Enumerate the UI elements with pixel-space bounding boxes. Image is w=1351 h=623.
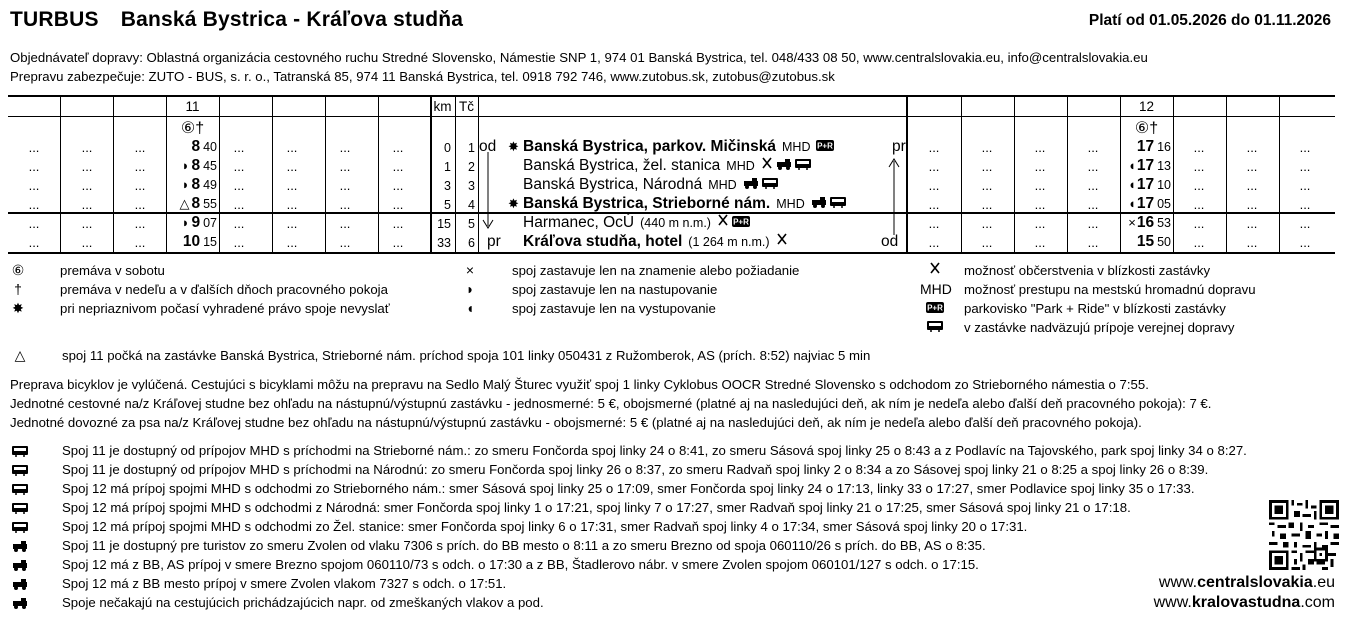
col-divider: [1226, 97, 1227, 252]
empty-cell: ...: [1034, 197, 1046, 212]
empty-cell: ...: [928, 216, 940, 231]
col-divider: [1014, 97, 1015, 252]
empty-cell: ...: [134, 140, 146, 155]
legend-symbol-icon: [920, 319, 950, 335]
empty-cell: ...: [1087, 216, 1099, 231]
fare-note: Jednotné cestovné na/z Kráľovej studne bez ohľadu na nástupnú/výstupnú zastávku - jednosmerné: 5 €, obojsmerné (platné aj na nasledujúci deň, ak ním je nedeľa alebo ďalší deň pracovného pokoja): 7 €.: [10, 396, 1212, 411]
empty-cell: ...: [1087, 235, 1099, 250]
stop-name: Harmanec, OcÚ (440 m n.m.) P+R: [523, 214, 749, 232]
bikes-note: Preprava bicyklov je vylúčená. Cestujúci s bicyklami môžu na prepravu na Sedlo Malý Šturec využiť spoj 1 linky Cyklobus OOCR Stredné Slovensko s odchodom zo Strieborného námestia o 7:55.: [10, 377, 1149, 392]
empty-cell: ...: [1087, 197, 1099, 212]
empty-cell: ...: [134, 159, 146, 174]
empty-cell: ...: [233, 216, 245, 231]
empty-cell: ...: [134, 235, 146, 250]
legend-symbol-icon: ⑥: [11, 262, 25, 278]
empty-cell: ...: [1034, 216, 1046, 231]
trip-11-time: ◗ 9 07: [181, 214, 217, 231]
empty-cell: ...: [981, 216, 993, 231]
empty-cell: ...: [81, 159, 93, 174]
website-centralslovakia[interactable]: www.centralslovakia.eu: [1158, 574, 1335, 591]
stop-amenity-icons: [759, 157, 811, 174]
tc-value: 3: [468, 179, 475, 193]
empty-cell: ...: [1299, 140, 1311, 155]
trip-11-time: △ 8 55: [179, 195, 217, 212]
empty-cell: ...: [81, 216, 93, 231]
empty-cell: ...: [1246, 178, 1258, 193]
connection-note: Spoj 12 má z BB, AS prípoj v smere Brezno spojom 060110/73 s odch. o 17:30 a z BB, Štadlerovo nábr. v smere Zvolen spojom 060101/127 s odch. o 17:15.: [62, 557, 979, 572]
empty-cell: ...: [28, 178, 40, 193]
empty-cell: ...: [134, 178, 146, 193]
trip-12-time: 17 16: [1136, 138, 1171, 155]
legend-symbol-icon: MHD: [920, 281, 952, 297]
empty-cell: ...: [392, 178, 404, 193]
trip-12-time: 15 50: [1136, 233, 1171, 250]
empty-cell: ...: [233, 235, 245, 250]
train-icon: [8, 558, 32, 574]
bus-icon: [8, 482, 32, 498]
triangle-icon: △: [14, 347, 26, 363]
empty-cell: ...: [233, 178, 245, 193]
empty-cell: ...: [286, 235, 298, 250]
legend-text: premáva v sobotu: [60, 263, 165, 278]
trip-12-time: ◖17 13: [1127, 157, 1171, 174]
empty-cell: ...: [928, 159, 940, 174]
stop-name: Banská Bystrica, žel. stanica MHD: [523, 157, 811, 175]
tc-value: 4: [468, 198, 475, 212]
empty-cell: ...: [1193, 197, 1205, 212]
bus-icon: [8, 520, 32, 536]
weather-restriction-icon: ✸: [508, 196, 519, 211]
header-divider: [8, 116, 1335, 117]
direction-marker: od: [881, 233, 899, 250]
weather-restriction-icon: ✸: [508, 139, 519, 154]
stop-amenity-icons: [774, 233, 789, 250]
empty-cell: ...: [981, 140, 993, 155]
tc-value: 1: [468, 141, 475, 155]
svg-text:P+R: P+R: [733, 217, 749, 227]
train-icon: [8, 577, 32, 593]
empty-cell: ...: [392, 216, 404, 231]
connection-note: Spoj 11 je dostupný pre turistov zo smeru Zvolen od vlaku 7306 s prích. do BB mesto o 8:11 a zo smeru Brezno od spoja 060110/26 s prích. do BB, AS o 8:35.: [62, 538, 986, 553]
empty-cell: ...: [339, 235, 351, 250]
km-value: 5: [444, 198, 451, 212]
trip-11-time: 8 40: [191, 138, 217, 155]
empty-cell: ...: [1246, 140, 1258, 155]
empty-cell: ...: [981, 235, 993, 250]
bus-icon: [8, 501, 32, 517]
direction-marker: pr: [487, 233, 501, 250]
empty-cell: ...: [339, 197, 351, 212]
empty-cell: ...: [1299, 235, 1311, 250]
stop-amenity-icons: [741, 176, 778, 193]
validity-period: Platí od 01.05.2026 do 01.11.2026: [1088, 12, 1331, 29]
trip-11-number: 11: [185, 99, 200, 114]
tc-header: Tč: [459, 99, 474, 114]
empty-cell: ...: [339, 140, 351, 155]
col-divider: [60, 97, 61, 252]
empty-cell: ...: [392, 235, 404, 250]
stop-amenity-icons: [814, 138, 834, 155]
legend-text: možnosť občerstvenia v blízkosti zastávky: [964, 263, 1211, 278]
empty-cell: ...: [1246, 197, 1258, 212]
direction-marker: pr: [892, 138, 906, 155]
legend-text: pri nepriaznivom počasí vyhradené právo spoje nevyslať: [60, 301, 390, 316]
empty-cell: ...: [134, 197, 146, 212]
empty-cell: ...: [233, 197, 245, 212]
empty-cell: ...: [1087, 159, 1099, 174]
tc-value: 5: [468, 217, 475, 231]
empty-cell: ...: [1193, 140, 1205, 155]
route-name: Banská Bystrica - Kráľova studňa: [120, 8, 464, 31]
legend-symbol-icon: [920, 300, 950, 316]
trip-11-time: 10 15: [182, 233, 217, 250]
connection-note: Spoj 11 je dostupný od prípojov MHD s príchodmi na Národnú: zo smeru Fončorda spoj linky 26 o 8:37, zo smeru Radvaň spoj linky 2 o 8:34 a zo Sásovej spoj linky 21 o 8:25 a spoj linky 26 o 8:39.: [62, 462, 1209, 477]
legend-symbol-icon: [920, 262, 950, 278]
trip-12-number: 12: [1138, 99, 1155, 114]
legend-symbol-icon: †: [14, 281, 22, 297]
col-divider: [906, 97, 908, 252]
train-icon: [8, 596, 32, 612]
empty-cell: ...: [28, 216, 40, 231]
col-divider: [478, 97, 479, 252]
col-divider: [1279, 97, 1280, 252]
website-kralovastudna[interactable]: www.kralovastudna.com: [1153, 594, 1335, 611]
connection-note: Spoj 11 je dostupný od prípojov MHD s príchodmi na Strieborné nám.: zo smeru Fončorda spoj linky 24 o 8:41, zo smeru Sásová spoj linky 25 o 8:43 a z Podlavíc na Tajovského, park spoj linky 34 o 8:27.: [62, 443, 1247, 458]
trip-11-time: ◗ 8 45: [181, 157, 217, 174]
empty-cell: ...: [1246, 216, 1258, 231]
bus-icon: [8, 463, 32, 479]
legend-text: spoj zastavuje len na nastupovanie: [512, 282, 718, 297]
dog-fare-note: Jednotné dovozné za psa na/z Kráľovej studne bez ohľadu na nástupnú/výstupnú zastávku - obojsmerné: 5 € (platné aj na nasledujúci deň, ak ním je nedeľa alebo ďalší deň pracovného pokoja).: [10, 415, 1142, 430]
km-value: 1: [444, 160, 451, 174]
empty-cell: ...: [1193, 235, 1205, 250]
trip-11-restriction: ⑥†: [180, 120, 205, 137]
empty-cell: ...: [28, 140, 40, 155]
col-divider: [1173, 97, 1174, 252]
km-value: 15: [437, 217, 451, 231]
legend-symbol-icon: ✸: [12, 300, 24, 316]
empty-cell: ...: [392, 140, 404, 155]
legend-text: v zastávke nadväzujú prípoje verejnej dopravy: [964, 320, 1235, 335]
brand: TURBUS: [10, 8, 99, 31]
empty-cell: ...: [1034, 235, 1046, 250]
km-value: 3: [444, 179, 451, 193]
connection-note: Spoj 12 má prípoj spojmi MHD s odchodmi z Národná: smer Fončorda spoj linky 1 o 17:21, spoj linky 7 o 17:27, smer Radvaň spoj linky 21 o 17:25, smer Sásová spoj linky 21 o 17:18.: [62, 500, 1131, 515]
stop-name: Kráľova studňa, hotel (1 264 m n.m.): [523, 233, 789, 251]
km-value: 0: [444, 141, 451, 155]
qr-code: [1269, 500, 1339, 570]
tc-value: 6: [468, 236, 475, 250]
timetable: [8, 95, 1335, 254]
empty-cell: ...: [339, 159, 351, 174]
col-divider: [1067, 97, 1068, 252]
empty-cell: ...: [81, 197, 93, 212]
legend-text: možnosť prestupu na mestskú hromadnú dopravu: [964, 282, 1256, 297]
empty-cell: ...: [1087, 178, 1099, 193]
empty-cell: ...: [928, 140, 940, 155]
empty-cell: ...: [1299, 197, 1311, 212]
connection-note: Spoj 12 má z BB mesto prípoj v smere Zvolen vlakom 7327 s odch. o 17:51.: [62, 576, 507, 591]
empty-cell: ...: [1299, 216, 1311, 231]
legend-symbol-icon: ×: [465, 262, 475, 278]
bus-icon: [8, 444, 32, 460]
empty-cell: ...: [286, 216, 298, 231]
empty-cell: ...: [286, 197, 298, 212]
empty-cell: ...: [28, 159, 40, 174]
empty-cell: ...: [928, 178, 940, 193]
empty-cell: ...: [1193, 216, 1205, 231]
train-icon: [8, 539, 32, 555]
page-title: [10, 8, 463, 32]
orderer-info: Objednávateľ dopravy: Oblastná organizácia cestovného ruchu Stredné Slovensko, Námestie SNP 1, 974 01 Banská Bystrica, tel. 048/433 08 50, www.centralslovakia.eu, info@centralslovakia.eu: [10, 50, 1148, 65]
empty-cell: ...: [1087, 140, 1099, 155]
connection-note: Spoj 12 má prípoj spojmi MHD s odchodmi zo Strieborného nám.: smer Sásová spoj linky 25 o 17:09, smer Fončorda spoj linky 24 o 17:13, linky 33 o 17:27, smer Podlavice spoj linky 35 o 17:33.: [62, 481, 1195, 496]
empty-cell: ...: [1299, 178, 1311, 193]
connection-note: Spoj 12 má prípoj spojmi MHD s odchodmi zo Žel. stanice: smer Fončorda spoj linky 6 o 17:31, smer Radvaň spoj linky 4 o 17:34, smer Sásová spoj linky 20 o 17:31.: [62, 519, 1028, 534]
empty-cell: ...: [286, 178, 298, 193]
empty-cell: ...: [928, 197, 940, 212]
empty-cell: ...: [981, 178, 993, 193]
empty-cell: ...: [286, 140, 298, 155]
empty-cell: ...: [81, 140, 93, 155]
stop-amenity-icons: [715, 214, 750, 231]
legend-text: spoj zastavuje len na znamenie alebo požiadanie: [512, 263, 800, 278]
empty-cell: ...: [233, 159, 245, 174]
empty-cell: ...: [981, 159, 993, 174]
down-arrow-icon: [480, 152, 496, 232]
empty-cell: ...: [28, 197, 40, 212]
trip-12-time: ◖17 10: [1127, 176, 1171, 193]
empty-cell: ...: [81, 178, 93, 193]
empty-cell: ...: [392, 197, 404, 212]
up-arrow-icon: [886, 157, 902, 237]
legend-text: premáva v nedeľu a v ďalších dňoch pracovného pokoja: [60, 282, 388, 297]
col-divider: [961, 97, 962, 252]
operator-info: Prepravu zabezpečuje: ZUTO - BUS, s. r. o., Tatranská 85, 974 11 Banská Bystrica, tel. 0918 792 746, www.zutobus.sk, zutobus@zutobus.sk: [10, 69, 835, 84]
empty-cell: ...: [1193, 159, 1205, 174]
empty-cell: ...: [981, 197, 993, 212]
stop-name: Banská Bystrica, Národná MHD: [523, 176, 778, 194]
empty-cell: ...: [1246, 235, 1258, 250]
connection-note: Spoje nečakajú na cestujúcich prichádzajúcich napr. od zmeškaných vlakov a pod.: [62, 595, 544, 610]
empty-cell: ...: [28, 235, 40, 250]
legend-text: parkovisko "Park + Ride" v blízkosti zastávky: [964, 301, 1226, 316]
empty-cell: ...: [134, 216, 146, 231]
direction-marker: od: [479, 138, 497, 155]
trip-11-time: ◗ 8 49: [181, 176, 217, 193]
empty-cell: ...: [286, 159, 298, 174]
empty-cell: ...: [392, 159, 404, 174]
legend-text: spoj zastavuje len na vystupovanie: [512, 301, 716, 316]
km-header: km: [433, 99, 452, 114]
empty-cell: ...: [81, 235, 93, 250]
empty-cell: ...: [1193, 178, 1205, 193]
empty-cell: ...: [928, 235, 940, 250]
trip-12-time: ×16 53: [1128, 214, 1171, 231]
stop-name: Banská Bystrica, Strieborné nám. MHD: [523, 195, 846, 213]
empty-cell: ...: [233, 140, 245, 155]
empty-cell: ...: [1034, 140, 1046, 155]
empty-cell: ...: [1034, 159, 1046, 174]
empty-cell: ...: [1034, 178, 1046, 193]
tc-value: 2: [468, 160, 475, 174]
stop-amenity-icons: [809, 195, 846, 212]
km-value: 33: [437, 236, 451, 250]
empty-cell: ...: [339, 216, 351, 231]
trip-12-time: ◖17 05: [1127, 195, 1171, 212]
col-divider: [113, 97, 114, 252]
trip-12-restriction: ⑥†: [1134, 120, 1159, 137]
legend-symbol-icon: ◖: [465, 300, 475, 316]
empty-cell: ...: [339, 178, 351, 193]
svg-text:P+R: P+R: [817, 141, 834, 151]
triangle-note: spoj 11 počká na zastávke Banská Bystrica, Strieborné nám. príchod spoja 101 linky 050431 z Ružomberok, AS (prích. 8:52) najviac 5 min: [62, 348, 871, 363]
legend-symbol-icon: ◗: [465, 281, 475, 297]
stop-name: Banská Bystrica, parkov. Mičinská MHD P+R: [523, 138, 834, 156]
empty-cell: ...: [1299, 159, 1311, 174]
svg-text:P+R: P+R: [927, 303, 943, 313]
empty-cell: ...: [1246, 159, 1258, 174]
